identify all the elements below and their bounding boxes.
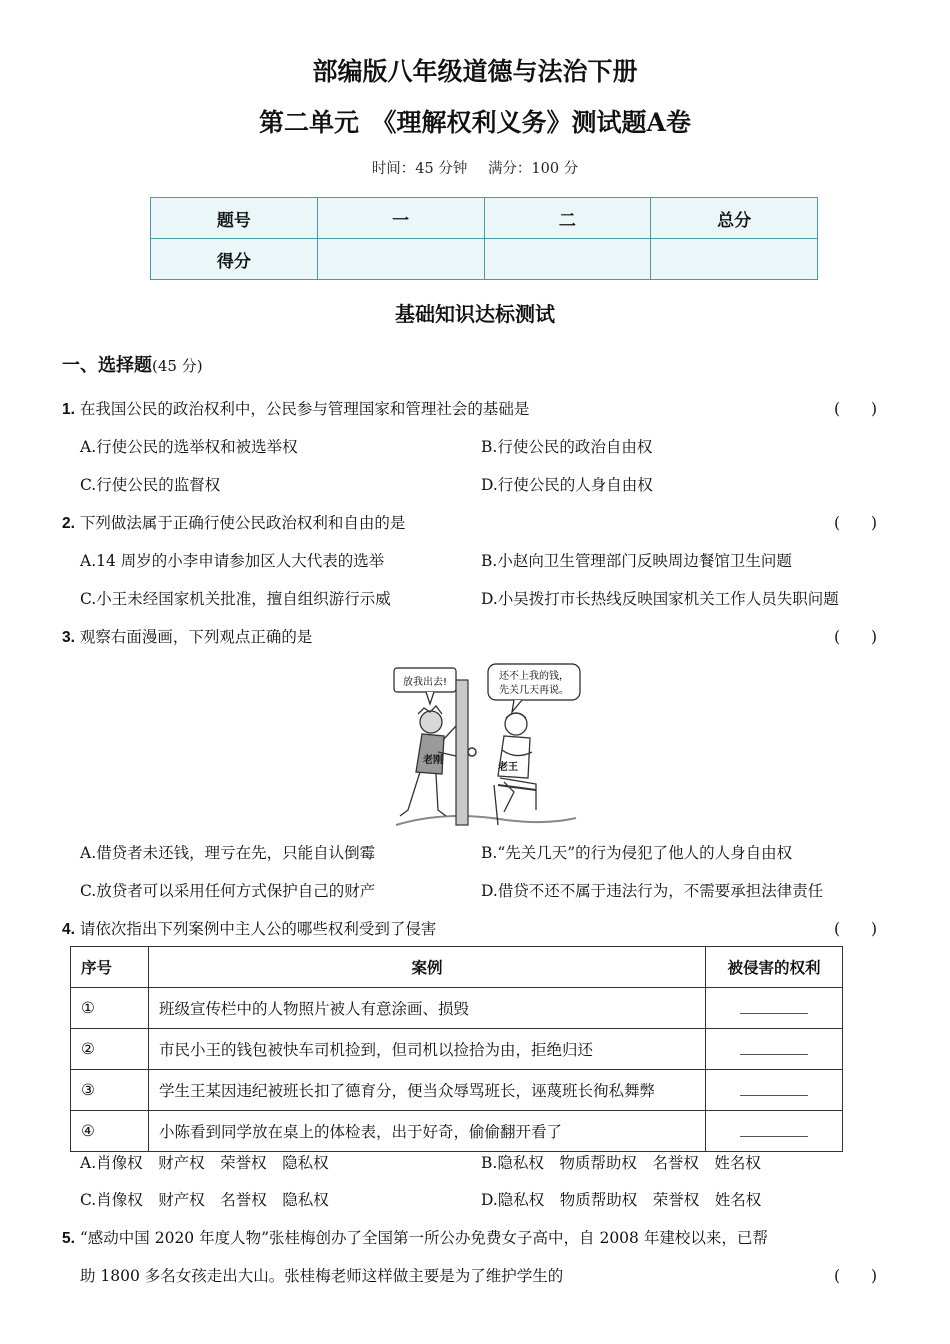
exam-full-score: 满分：100 分 [487, 161, 579, 177]
question-number: 2. [62, 515, 75, 532]
option-b: B.行使公民的政治自由权 [481, 438, 653, 456]
question-3 [62, 625, 312, 647]
cartoon-illustration [386, 660, 586, 835]
answer-paren: ( ) [834, 514, 878, 532]
option-d: D.小吴拨打市长热线反映国家机关工作人员失职问题 [481, 590, 839, 608]
score-header-cell: 题号 [151, 198, 318, 239]
question-2 [62, 511, 405, 533]
part-points: (45 分) [152, 357, 203, 375]
col-header-right: 被侵害的权利 [706, 947, 843, 988]
question-stem-line-1: “感动中国 2020 年度人物”张桂梅创办了全国第一所公办免费女子高中，自 2008 年建校以来，已帮 [79, 1229, 768, 1247]
col-header-case: 案例 [149, 947, 706, 988]
answer-blank[interactable] [706, 1029, 843, 1070]
answer-blank[interactable] [706, 1070, 843, 1111]
score-cell [651, 239, 818, 280]
answer-paren: ( ) [834, 920, 878, 938]
score-row-label: 得分 [151, 239, 318, 280]
question-number: 1. [62, 401, 75, 418]
option-b: B.小赵向卫生管理部门反映周边餐馆卫生问题 [481, 552, 792, 570]
section-title: 基础知识达标测试 [395, 302, 555, 326]
question-4 [62, 917, 436, 939]
option-a: A.14 周岁的小李申请参加区人大代表的选举 [80, 552, 385, 570]
option-a: A.肖像权 财产权 荣誉权 隐私权 [80, 1154, 329, 1172]
question-1 [62, 397, 529, 419]
page-title: 部编版八年级道德与法治下册 [312, 57, 638, 86]
row-case: 小陈看到同学放在桌上的体检表，出于好奇，偷偷翻开看了 [149, 1111, 706, 1152]
option-a: A.行使公民的选举权和被选举权 [80, 438, 298, 456]
table-row [71, 1111, 843, 1152]
score-table-header-row [151, 198, 818, 239]
question-stem: 在我国公民的政治权利中，公民参与管理国家和管理社会的基础是 [79, 400, 530, 418]
exam-time: 时间：45 分钟 [371, 161, 468, 177]
table-row [71, 1029, 843, 1070]
row-index: ③ [71, 1070, 149, 1111]
option-a: A.借贷者未还钱，理亏在先，只能自认倒霉 [80, 844, 376, 862]
score-cell [484, 239, 651, 280]
answer-blank[interactable] [706, 988, 843, 1029]
label-left: 老刚 [423, 755, 443, 766]
row-case: 班级宣传栏中的人物照片被人有意涂画、损毁 [149, 988, 706, 1029]
bubble-left-text: 放我出去! [402, 677, 448, 688]
bubble-right-text-1: 还不上我的钱， [499, 671, 569, 682]
part-label: 一、选择题 [62, 355, 152, 376]
door [456, 680, 468, 825]
answer-paren: ( ) [834, 1267, 878, 1285]
option-b: B.隐私权 物质帮助权 名誉权 姓名权 [481, 1154, 761, 1172]
option-b: B.“先关几天”的行为侵犯了他人的人身自由权 [481, 844, 793, 862]
table-row [71, 988, 843, 1029]
col-header-index: 序号 [71, 947, 149, 988]
score-header-cell: 总分 [651, 198, 818, 239]
answer-paren: ( ) [834, 400, 878, 418]
score-table [150, 197, 818, 280]
score-table-score-row [151, 239, 818, 280]
option-c: C.放贷者可以采用任何方式保护自己的财产 [80, 882, 376, 900]
answer-blank[interactable] [706, 1111, 843, 1152]
question-stem-line-2: 助 1800 多名女孩走出大山。张桂梅老师这样做主要是为了维护学生的 [80, 1267, 564, 1285]
row-case: 学生王某因违纪被班长扣了德育分，便当众辱骂班长，诬蔑班长徇私舞弊 [149, 1070, 706, 1111]
speech-bubble-left [394, 668, 456, 704]
option-c: C.行使公民的监督权 [80, 476, 221, 494]
lock-icon [468, 748, 476, 756]
bubble-right-text-2: 先关几天再说。 [499, 685, 569, 696]
row-index: ④ [71, 1111, 149, 1152]
question-stem: 下列做法属于正确行使公民政治权利和自由的是 [79, 514, 406, 532]
label-right: 老王 [498, 762, 518, 773]
question-number: 4. [62, 921, 75, 938]
score-header-cell: 二 [484, 198, 651, 239]
exam-meta [0, 157, 950, 178]
option-c: C.肖像权 财产权 名誉权 隐私权 [80, 1191, 329, 1209]
case-table [70, 946, 843, 1152]
question-stem: 请依次指出下列案例中主人公的哪些权利受到了侵害 [79, 920, 437, 938]
man-right [494, 713, 536, 825]
speech-bubble-right [488, 664, 580, 712]
option-d: D.借贷不还不属于违法行为，不需要承担法律责任 [481, 882, 824, 900]
floor-line [396, 816, 576, 825]
score-cell [317, 239, 484, 280]
score-header-cell: 一 [317, 198, 484, 239]
case-table-header [71, 947, 843, 988]
row-index: ① [71, 988, 149, 1029]
table-row [71, 1070, 843, 1111]
option-d: D.隐私权 物质帮助权 荣誉权 姓名权 [481, 1191, 762, 1209]
page-subtitle: 第二单元 《理解权利义务》测试题A卷 [259, 108, 691, 137]
question-5 [62, 1226, 768, 1248]
row-case: 市民小王的钱包被快车司机捡到，但司机以捡拾为由，拒绝归还 [149, 1029, 706, 1070]
question-number: 5. [62, 1230, 75, 1247]
option-d: D.行使公民的人身自由权 [481, 476, 653, 494]
answer-paren: ( ) [834, 628, 878, 646]
question-number: 3. [62, 629, 75, 646]
man-left [400, 706, 456, 816]
question-stem: 观察右面漫画，下列观点正确的是 [79, 628, 313, 646]
part-title [62, 351, 203, 377]
row-index: ② [71, 1029, 149, 1070]
option-c: C.小王未经国家机关批准，擅自组织游行示威 [80, 590, 391, 608]
